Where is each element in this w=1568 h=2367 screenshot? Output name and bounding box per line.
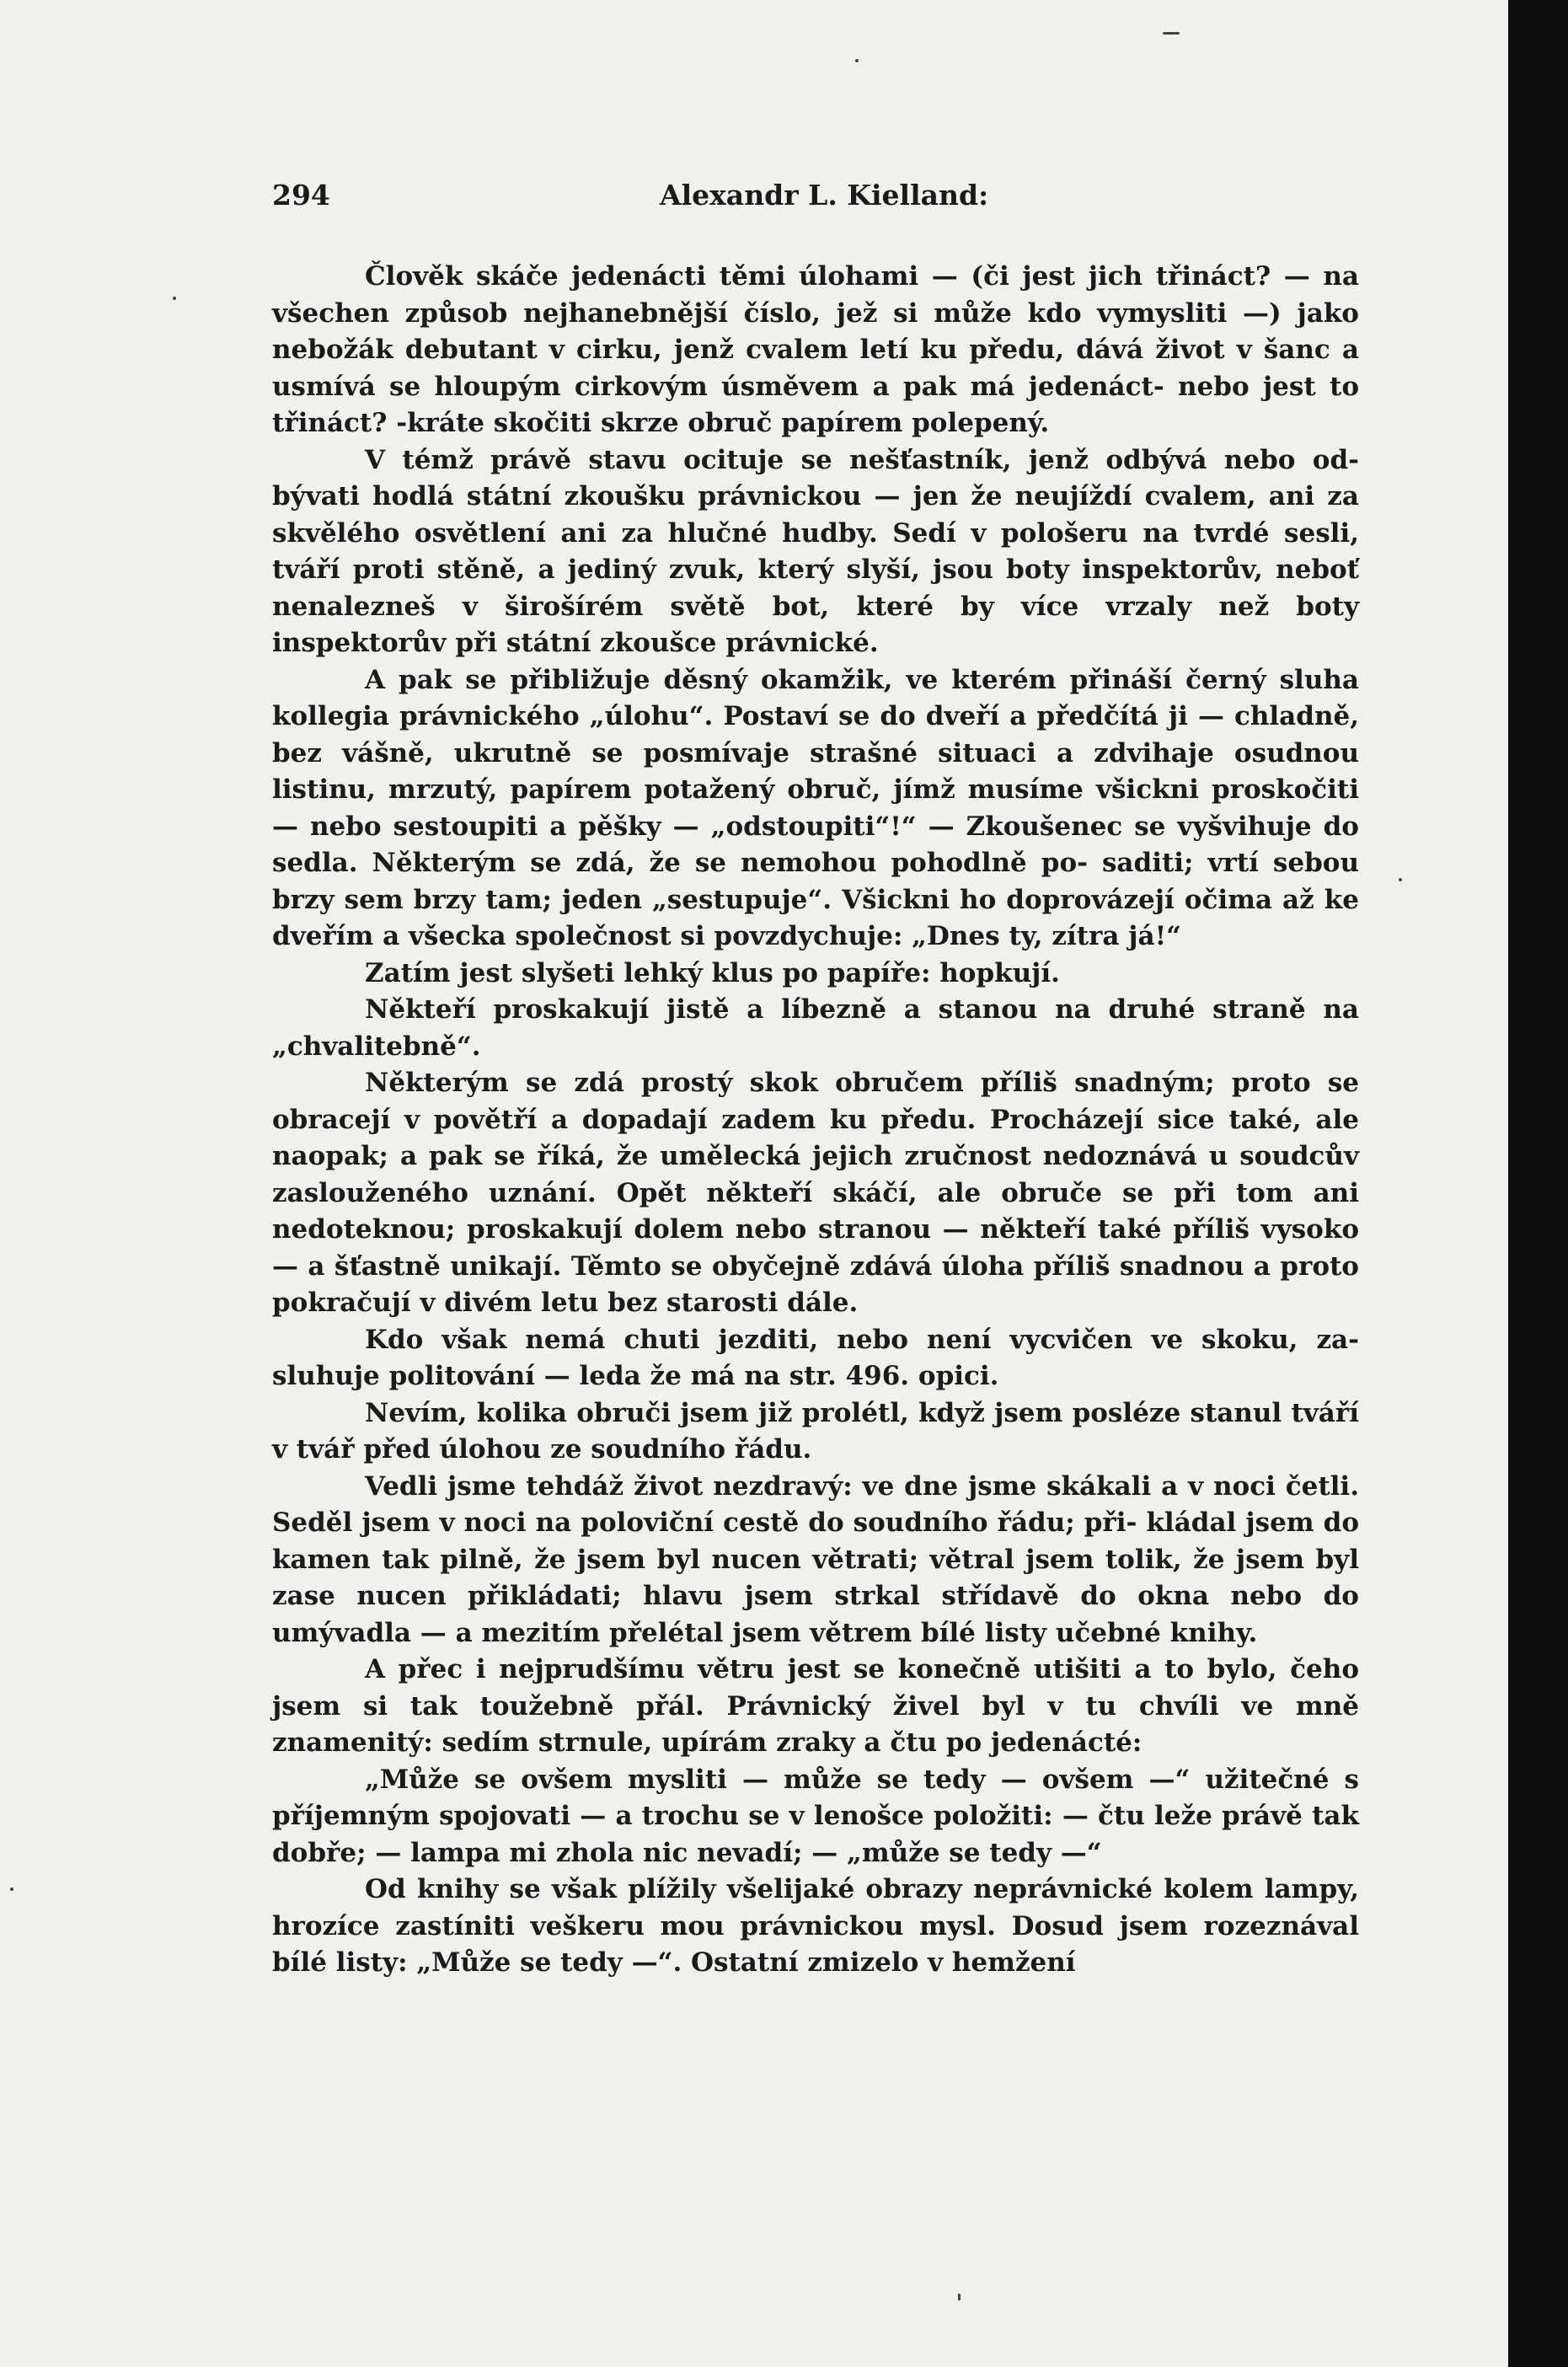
paper-speck [173,297,176,300]
paragraph: Nevím, kolika obruči jsem již prolétl, když jsem posléze stanul tváří v tvář před úlohou ze soudního řádu. [272,1397,1359,1465]
paragraph: A pak se přibližuje děsný okamžik, ve kterém přináší černý sluha kollegia právnického „úlohu“. Postaví se do dveří a předčítá ji — chladně, bez vášně, ukrutně se posmívaje strašné situaci a zdvihaje osudnou listinu, mrzutý, papírem potažený obruč, jímž musíme všickni proskočiti — nebo sestoupiti a pěšky — „odstoupiti“!“ — Zkoušenec se vyšvihuje do sedla. Některým se zdá, že se nemohou pohodlně po- saditi; vrtí sebou brzy sem brzy tam; jeden „sestupuje“. Všickni ho doprovázejí očima až ke dveřím a všecka společnost si povzdychuje: „Dnes ty, zítra já!“ [272,664,1359,951]
paper-speck [1163,32,1180,35]
paragraph: Někteří proskakují jistě a líbezně a stanou na druhé straně na „chvalitebně“. [272,994,1359,1062]
paragraph: „Může se ovšem mysliti — může se tedy — ovšem —“ užitečné s příjemným spojovati — a trochu se v lenošce položiti: — čtu leže právě tak dobře; — lampa mi zhola nic nevadí; — „může se tedy —“ [272,1764,1359,1868]
page-header [272,179,1359,229]
paragraph: Člověk skáče jedenácti těmi úlohami — (či jest jich třináct? — na všechen způsob nejhanebnější číslo, jež si může kdo vymysliti —) jako nebožák debutant v cirku, jenž cvalem letí ku předu, dává život v šanc a usmívá se hloupým cirkovým úsměvem a pak má jedenáct- nebo jest to třináct? -kráte skočiti skrze obruč papírem polepený. [272,261,1359,438]
paper-speck [958,2294,961,2300]
paragraph: V témž právě stavu ocituje se nešťastník, jenž odbývá nebo od- bývati hodlá státní zkoušku právnickou — jen že neujíždí cvalem, ani za skvělého osvětlení ani za hlučné hudby. Sedí v pološeru na tvrdé sesli, tváří proti stěně, a jediný zvuk, který slyší, jsou boty inspektorův, neboť nenalezneš v širošírém světě bot, které by více vrzaly než boty inspektorův při státní zkoušce právnické. [272,444,1359,658]
scan-border [1508,0,1568,2367]
paper-speck [855,59,859,62]
paper-speck [1399,878,1402,881]
paragraph: Některým se zdá prostý skok obručem příliš snadným; proto se obracejí v povětří a dopadají zadem ku předu. Procházejí sice také, ale naopak; a pak se říká, že umělecká jejich zručnost nedoznává u soudcův zaslouženého uznání. Opět někteří skáčí, ale obruče se při tom ani nedoteknou; proskakují dolem nebo stranou — někteří také příliš vysoko — a šťastně unikají. Těmto se obyčejně zdává úloha příliš snadnou a proto pokračují v divém letu bez starosti dále. [272,1068,1359,1318]
paragraph: Zatím jest slyšeti lehký klus po papíře: hopkují. [365,957,1060,988]
paragraph: Kdo však nemá chuti jezditi, nebo není vycvičen ve skoku, za- sluhuje politování — leda že má na str. 496. opici. [272,1324,1359,1391]
paragraph: A přec i nejprudšímu větru jest se konečně utišiti a to bylo, čeho jsem si tak toužebně přál. Právnický živel byl v tu chvíli ve mně znamenitý: sedím strnule, upírám zraky a čtu po jedenácté: [272,1654,1359,1758]
paper-speck [10,1888,13,1891]
body-text [272,259,1359,1982]
page-number: 294 [272,179,330,212]
paragraph: Vedli jsme tehdáž život nezdravý: ve dne jsme skákali a v noci četli. Seděl jsem v noci na poloviční cestě do soudního řádu; při- kládal jsem do kamen tak pilně, že jsem byl nucen větrati; větral jsem tolik, že jsem byl zase nucen přikládati; hlavu jsem strkal střídavě do okna nebo do umývadla — a mezitím přelétal jsem větrem bílé listy učebné knihy. [272,1470,1359,1648]
running-head: Alexandr L. Kielland: [660,179,989,212]
paragraph: Od knihy se však plížily všelijaké obrazy neprávnické kolem lampy, hrozíce zastíniti veškeru mou právnickou mysl. Dosud jsem rozeznával bílé listy: „Může se tedy —“. Ostatní zmizelo v hemžení [272,1874,1359,1978]
